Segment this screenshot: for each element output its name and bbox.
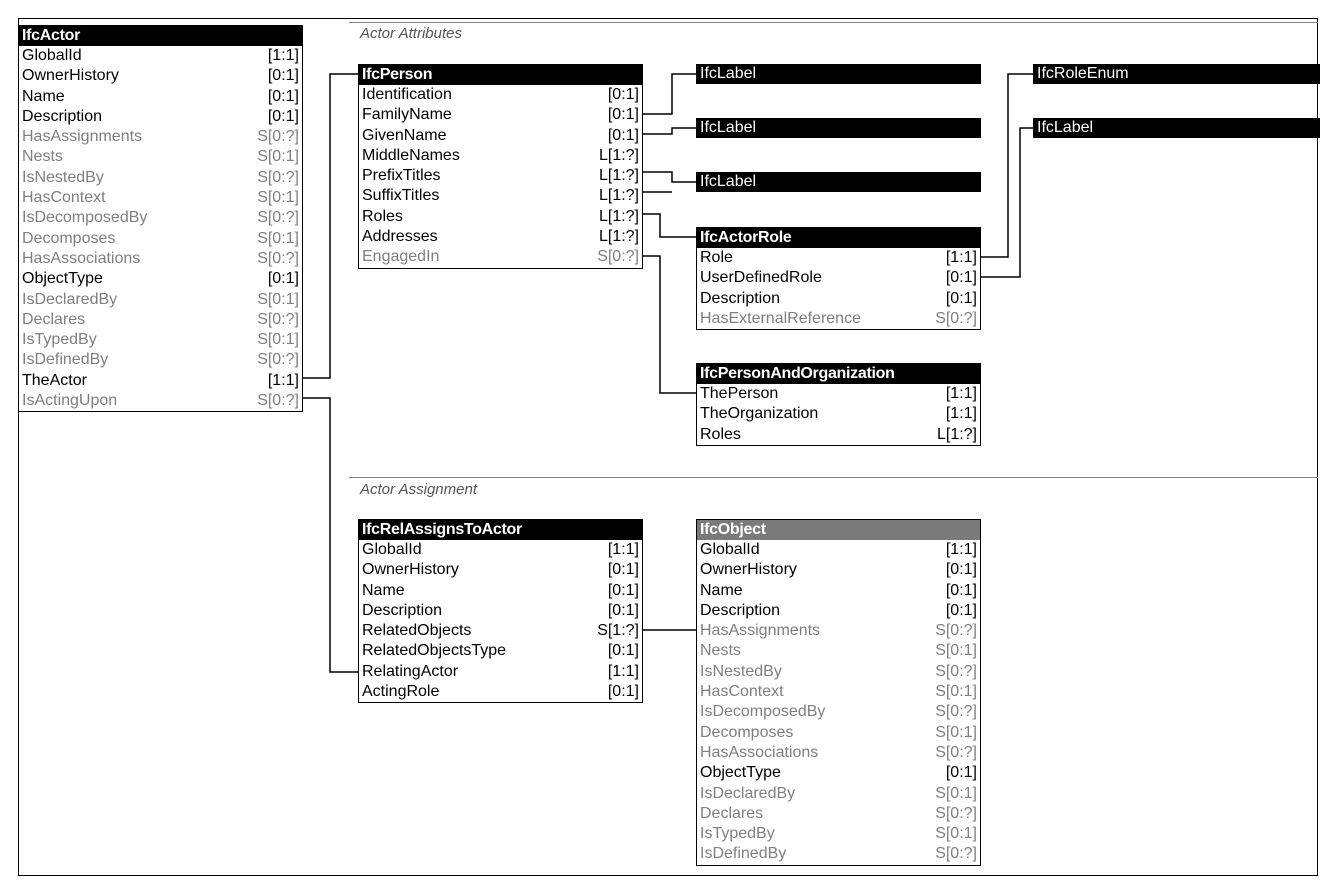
attribute-name: Addresses	[362, 228, 438, 246]
conn-actingupon-relassigns	[303, 398, 358, 672]
attribute-row[interactable]	[359, 682, 642, 702]
attribute-name: IsNestedBy	[700, 662, 782, 680]
attribute-name: GivenName	[362, 126, 447, 144]
type-ifcroleenum[interactable]: IfcRoleEnum	[1033, 64, 1320, 84]
attribute-row[interactable]	[19, 127, 302, 147]
attribute-name: HasContext	[700, 683, 784, 701]
attribute-name: MiddleNames	[362, 146, 460, 164]
attribute-row[interactable]	[697, 763, 980, 783]
attribute-row[interactable]	[697, 804, 980, 824]
attribute-row[interactable]	[697, 743, 980, 763]
attribute-name: IsDefinedBy	[22, 351, 109, 369]
attribute-row[interactable]	[697, 425, 980, 445]
attribute-row[interactable]	[19, 290, 302, 310]
attribute-row[interactable]	[359, 105, 642, 125]
attribute-cardinality: S[0:?]	[257, 168, 299, 186]
attribute-cardinality: S[0:1]	[257, 148, 299, 166]
attribute-row[interactable]	[359, 662, 642, 682]
attribute-name: HasAssociations	[700, 743, 819, 761]
attribute-row[interactable]	[19, 310, 302, 330]
entity-title: IfcObject	[697, 520, 980, 540]
attribute-cardinality: S[0:1]	[935, 784, 977, 802]
attribute-name: PrefixTitles	[362, 167, 441, 185]
type-ifclabel-givenname[interactable]: IfcLabel	[696, 118, 981, 138]
attribute-row[interactable]	[697, 662, 980, 682]
attribute-name: IsDefinedBy	[700, 845, 787, 863]
conn-userrole-label	[981, 128, 1033, 277]
attribute-name: HasContext	[22, 189, 106, 207]
attribute-name: Declares	[700, 804, 764, 822]
attribute-cardinality: [0:1]	[267, 107, 299, 125]
attribute-name: Description	[22, 107, 103, 125]
attribute-row[interactable]	[19, 229, 302, 249]
attribute-cardinality: L[1:?]	[598, 207, 639, 225]
attribute-name: HasExternalReference	[700, 309, 861, 327]
attribute-row[interactable]	[359, 186, 642, 206]
attribute-cardinality: S[0:?]	[935, 743, 977, 761]
entity-ifcpersonandorganization[interactable]	[696, 363, 981, 446]
attribute-name: IsDeclaredBy	[700, 784, 796, 802]
attribute-cardinality: [0:1]	[945, 764, 977, 782]
attribute-cardinality: S[0:1]	[257, 331, 299, 349]
attribute-cardinality: [0:1]	[945, 289, 977, 307]
entity-ifcrelassignstoactor[interactable]	[358, 519, 643, 703]
attribute-name: Description	[362, 601, 443, 619]
attribute-row[interactable]	[19, 391, 302, 411]
attribute-name: FamilyName	[362, 106, 452, 124]
conn-roles-actorrole	[643, 214, 696, 237]
attribute-row[interactable]	[359, 621, 642, 641]
attribute-row[interactable]	[359, 641, 642, 661]
attribute-list	[697, 540, 980, 865]
attribute-name: OwnerHistory	[700, 561, 797, 579]
attribute-name: RelatedObjects	[362, 622, 472, 640]
attribute-row[interactable]	[697, 404, 980, 424]
attribute-cardinality: S[0:?]	[597, 248, 639, 266]
attribute-name: Decomposes	[22, 229, 116, 247]
attribute-name: OwnerHistory	[362, 561, 459, 579]
attribute-row[interactable]	[697, 601, 980, 621]
attribute-row[interactable]	[359, 126, 642, 146]
attribute-cardinality: [0:1]	[607, 683, 639, 701]
attribute-name: Declares	[22, 310, 86, 328]
attribute-row[interactable]	[19, 208, 302, 228]
attribute-name: HasAssignments	[700, 622, 821, 640]
attribute-row[interactable]	[697, 309, 980, 329]
attribute-row[interactable]	[359, 247, 642, 267]
attribute-name: EngagedIn	[362, 248, 440, 266]
entity-title: IfcActorRole	[697, 228, 980, 248]
attribute-cardinality: [0:1]	[945, 581, 977, 599]
attribute-list	[19, 46, 302, 411]
attribute-name: TheActor	[22, 371, 87, 389]
attribute-row[interactable]	[697, 289, 980, 309]
attribute-name: Name	[22, 87, 65, 105]
attribute-cardinality: [1:1]	[945, 385, 977, 402]
attribute-name: IsDeclaredBy	[22, 290, 118, 308]
attribute-row[interactable]	[697, 384, 980, 404]
attribute-row[interactable]	[697, 581, 980, 601]
conn-role-enum	[981, 74, 1033, 257]
attribute-cardinality: [1:1]	[945, 405, 977, 423]
attribute-row[interactable]	[19, 269, 302, 289]
section-label-attributes: Actor Attributes	[360, 25, 462, 42]
attribute-name: IsDecomposedBy	[700, 703, 826, 721]
attribute-cardinality: L[1:?]	[598, 187, 639, 205]
attribute-cardinality: [0:1]	[607, 106, 639, 124]
attribute-row[interactable]	[359, 581, 642, 601]
attribute-row[interactable]	[359, 146, 642, 166]
attribute-cardinality: [0:1]	[945, 269, 977, 287]
attribute-row[interactable]	[359, 601, 642, 621]
attribute-list	[359, 85, 642, 268]
attribute-name: Name	[362, 581, 405, 599]
attribute-list	[359, 540, 642, 702]
attribute-name: Description	[700, 289, 781, 307]
attribute-row[interactable]	[697, 682, 980, 702]
section-label-assignment: Actor Assignment	[360, 481, 477, 498]
attribute-list	[697, 384, 980, 445]
attribute-name: SuffixTitles	[362, 187, 440, 205]
entity-ifcobject[interactable]	[696, 519, 981, 866]
attribute-row[interactable]	[359, 227, 642, 247]
attribute-row[interactable]	[359, 85, 642, 105]
attribute-row[interactable]	[19, 249, 302, 269]
attribute-cardinality: [0:1]	[607, 642, 639, 660]
attribute-name: IsTypedBy	[22, 331, 97, 349]
attribute-row[interactable]	[19, 46, 302, 66]
attribute-row[interactable]	[19, 168, 302, 188]
attribute-list	[697, 248, 980, 329]
attribute-name: Name	[700, 581, 743, 599]
attribute-cardinality: S[0:?]	[935, 622, 977, 640]
attribute-name: HasAssociations	[22, 249, 141, 267]
attribute-cardinality: L[1:?]	[598, 146, 639, 164]
attribute-cardinality: S[0:?]	[257, 351, 299, 369]
attribute-row[interactable]	[19, 371, 302, 391]
attribute-cardinality: [0:1]	[607, 601, 639, 619]
entity-ifcactor[interactable]	[18, 25, 303, 412]
attribute-cardinality: [1:1]	[267, 371, 299, 389]
attribute-cardinality: S[0:?]	[935, 804, 977, 822]
attribute-name: HasAssignments	[22, 128, 143, 146]
attribute-cardinality: S[0:1]	[935, 825, 977, 843]
attribute-row[interactable]	[359, 540, 642, 560]
attribute-name: UserDefinedRole	[700, 269, 822, 287]
attribute-row[interactable]	[19, 330, 302, 350]
conn-familyname-label	[643, 74, 696, 114]
attribute-cardinality: S[0:?]	[935, 662, 977, 680]
attribute-name: ObjectType	[700, 764, 781, 782]
conn-givenname-label	[643, 128, 696, 134]
attribute-name: IsNestedBy	[22, 168, 104, 186]
attribute-row[interactable]	[697, 540, 980, 560]
attribute-name: Nests	[22, 148, 63, 166]
attribute-row[interactable]	[697, 824, 980, 844]
conn-theactor-person	[303, 74, 358, 378]
attribute-row[interactable]	[697, 268, 980, 288]
attribute-row[interactable]	[19, 66, 302, 86]
attribute-name: Description	[700, 601, 781, 619]
conn-engagedin-pno	[643, 256, 696, 393]
attribute-cardinality: [0:1]	[607, 581, 639, 599]
attribute-name: GlobalId	[22, 47, 82, 64]
attribute-row[interactable]	[19, 107, 302, 127]
attribute-cardinality: S[0:1]	[257, 290, 299, 308]
entity-ifcperson[interactable]	[358, 64, 643, 269]
attribute-row[interactable]	[697, 702, 980, 722]
attribute-name: GlobalId	[362, 541, 422, 558]
attribute-cardinality: [0:1]	[945, 601, 977, 619]
attribute-cardinality: [0:1]	[267, 270, 299, 288]
attribute-cardinality: [0:1]	[945, 561, 977, 579]
attribute-cardinality: [0:1]	[607, 86, 639, 103]
type-ifclabel-familyname[interactable]: IfcLabel	[696, 64, 981, 84]
attribute-name: RelatedObjectsType	[362, 642, 507, 660]
attribute-cardinality: L[1:?]	[936, 425, 977, 443]
attribute-cardinality: S[0:1]	[935, 723, 977, 741]
attribute-cardinality: S[0:1]	[257, 229, 299, 247]
attribute-cardinality: [1:1]	[945, 249, 977, 266]
attribute-row[interactable]	[697, 560, 980, 580]
attribute-cardinality: [1:1]	[607, 662, 639, 680]
attribute-row[interactable]	[697, 248, 980, 268]
attribute-name: IsDecomposedBy	[22, 209, 148, 227]
attribute-name: IsActingUpon	[22, 392, 118, 410]
attribute-cardinality: [0:1]	[267, 67, 299, 85]
attribute-row[interactable]	[359, 166, 642, 186]
attribute-cardinality: S[0:?]	[935, 703, 977, 721]
entity-title: IfcPersonAndOrganization	[697, 364, 980, 384]
attribute-row[interactable]	[697, 784, 980, 804]
attribute-cardinality: [0:1]	[607, 126, 639, 144]
attribute-row[interactable]	[19, 350, 302, 370]
type-ifclabel-userdefinedrole[interactable]: IfcLabel	[1033, 118, 1320, 138]
attribute-name: Identification	[362, 86, 452, 103]
attribute-cardinality: S[0:1]	[935, 683, 977, 701]
attribute-row[interactable]	[359, 207, 642, 227]
attribute-cardinality: [1:1]	[607, 541, 639, 558]
attribute-row[interactable]	[697, 641, 980, 661]
attribute-cardinality: [0:1]	[607, 561, 639, 579]
attribute-name: GlobalId	[700, 541, 760, 558]
attribute-row[interactable]	[19, 188, 302, 208]
attribute-cardinality: S[1:?]	[597, 622, 639, 640]
attribute-cardinality: S[0:1]	[935, 642, 977, 660]
entity-title: IfcRelAssignsToActor	[359, 520, 642, 540]
conn-titles-label	[643, 172, 696, 182]
attribute-name: Roles	[700, 425, 741, 443]
attribute-cardinality: S[0:?]	[257, 209, 299, 227]
attribute-cardinality: [0:1]	[267, 87, 299, 105]
attribute-cardinality: [1:1]	[945, 541, 977, 558]
attribute-cardinality: S[0:?]	[935, 845, 977, 863]
attribute-row[interactable]	[19, 147, 302, 167]
attribute-cardinality: S[0:?]	[257, 128, 299, 146]
attribute-cardinality: L[1:?]	[598, 167, 639, 185]
attribute-row[interactable]	[697, 844, 980, 864]
entity-ifcactorrole[interactable]	[696, 227, 981, 330]
attribute-name: RelatingActor	[362, 662, 459, 680]
attribute-cardinality: S[0:?]	[257, 392, 299, 410]
attribute-name: Roles	[362, 207, 403, 225]
attribute-name: ThePerson	[700, 385, 779, 402]
attribute-cardinality: S[0:?]	[257, 249, 299, 267]
attribute-cardinality: [1:1]	[267, 47, 299, 64]
attribute-row[interactable]	[359, 560, 642, 580]
type-ifclabel-titles[interactable]: IfcLabel	[696, 172, 981, 192]
attribute-cardinality: S[0:?]	[257, 310, 299, 328]
attribute-cardinality: S[0:?]	[935, 309, 977, 327]
attribute-name: IsTypedBy	[700, 825, 775, 843]
attribute-row[interactable]	[19, 87, 302, 107]
attribute-name: ActingRole	[362, 683, 440, 701]
attribute-row[interactable]	[697, 621, 980, 641]
attribute-name: TheOrganization	[700, 405, 819, 423]
attribute-cardinality: L[1:?]	[598, 228, 639, 246]
attribute-name: Nests	[700, 642, 741, 660]
attribute-row[interactable]	[697, 723, 980, 743]
attribute-name: Decomposes	[700, 723, 794, 741]
attribute-name: Role	[700, 249, 733, 266]
entity-title: IfcActor	[19, 26, 302, 46]
attribute-cardinality: S[0:1]	[257, 189, 299, 207]
entity-title: IfcPerson	[359, 65, 642, 85]
attribute-name: ObjectType	[22, 270, 103, 288]
attribute-name: OwnerHistory	[22, 67, 119, 85]
